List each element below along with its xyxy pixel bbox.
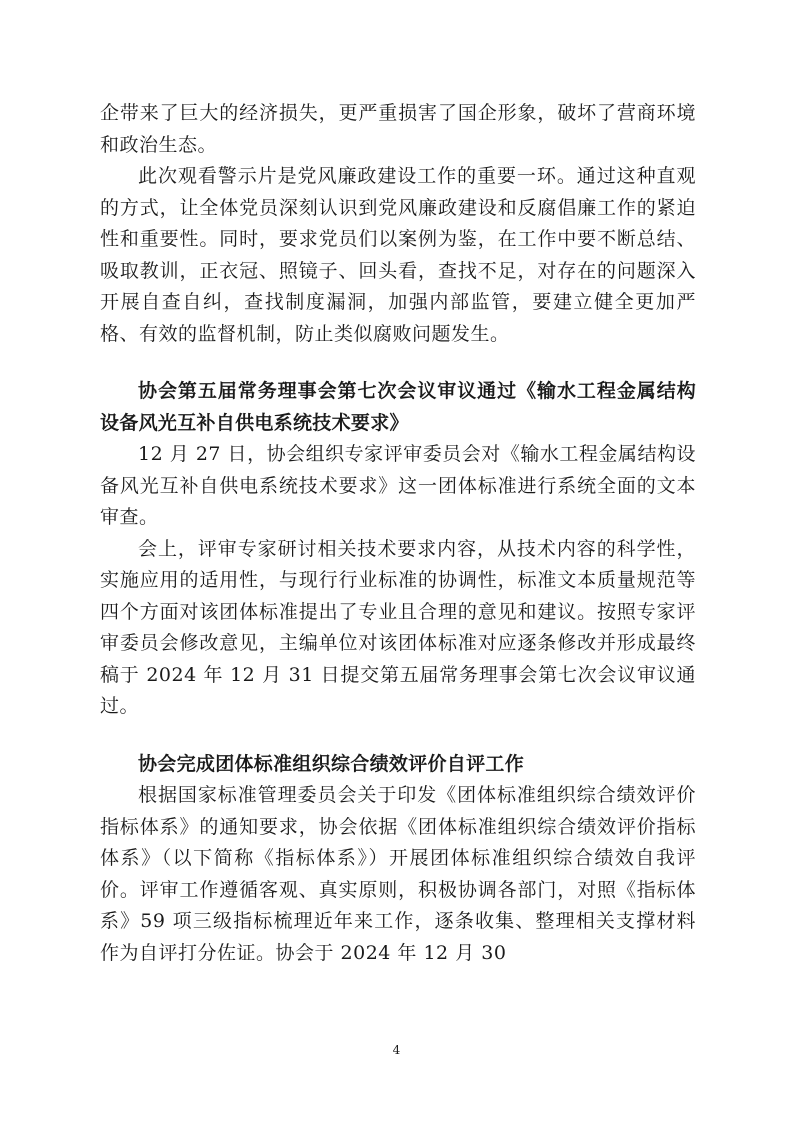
paragraph-expert-review: 会上，评审专家研讨相关技术要求内容，从技术内容的科学性，实施应用的适用性，与现行行业标准的协调性，标准文本质量规范等四个方面对该团体标准提出了专业且合理的意见和建议。按照专家评审委员会修改意见，主编单位对该团体标准对应逐条修改并形成最终稿于 2024 年 12 月 31 日提交第五届常务理事会第七次会议审议通过。 [100,537,696,717]
paragraph-warning-film: 此次观看警示片是党风廉政建设工作的重要一环。通过这种直观的方式，让全体党员深刻认识到党风廉政建设和反腐倡廉工作的紧迫性和重要性。同时，要求党员们以案例为鉴，在工作中要不断总结、吸取教训，正衣冠、照镜子、回头看，查找不足，对存在的问题深入开展自查自纠，查找制度漏洞，加强内部监管，要建立健全更加严格、有效的监督机制，防止类似腐败问题发生。 [100,165,696,345]
section-heading-self-evaluation: 协会完成团体标准组织综合绩效评价自评工作 [138,752,525,775]
paragraph-self-evaluation: 根据国家标准管理委员会关于印发《团体标准组织综合绩效评价指标体系》的通知要求，协会依据《团体标准组织综合绩效评价指标体系》（以下简称《指标体系》）开展团体标准组织综合绩效自我评价。评审工作遵循客观、真实原则，积极协调各部门，对照《指标体系》59 项三级指标梳理近年来工作，逐条收集、整理相关支撑材料作为自评打分佐证。协会于 2024 年 12 月 30 [100,784,696,964]
section-heading-standard-approval: 协会第五届常务理事会第七次会议审议通过《输水工程金属结构设备风光互补自供电系统技术要求》 [100,380,696,434]
page-number: 4 [392,1043,401,1057]
section-gap [100,350,696,376]
section-gap [100,723,696,749]
paragraph-continued: 企带来了巨大的经济损失，更严重损害了国企形象，破坏了营商环境和政治生态。 [100,102,696,156]
document-body [100,98,696,969]
paragraph-review-date: 12 月 27 日，协会组织专家评审委员会对《输水工程金属结构设备风光互补自供电系统技术要求》这一团体标准进行系统全面的文本审查。 [100,443,696,528]
